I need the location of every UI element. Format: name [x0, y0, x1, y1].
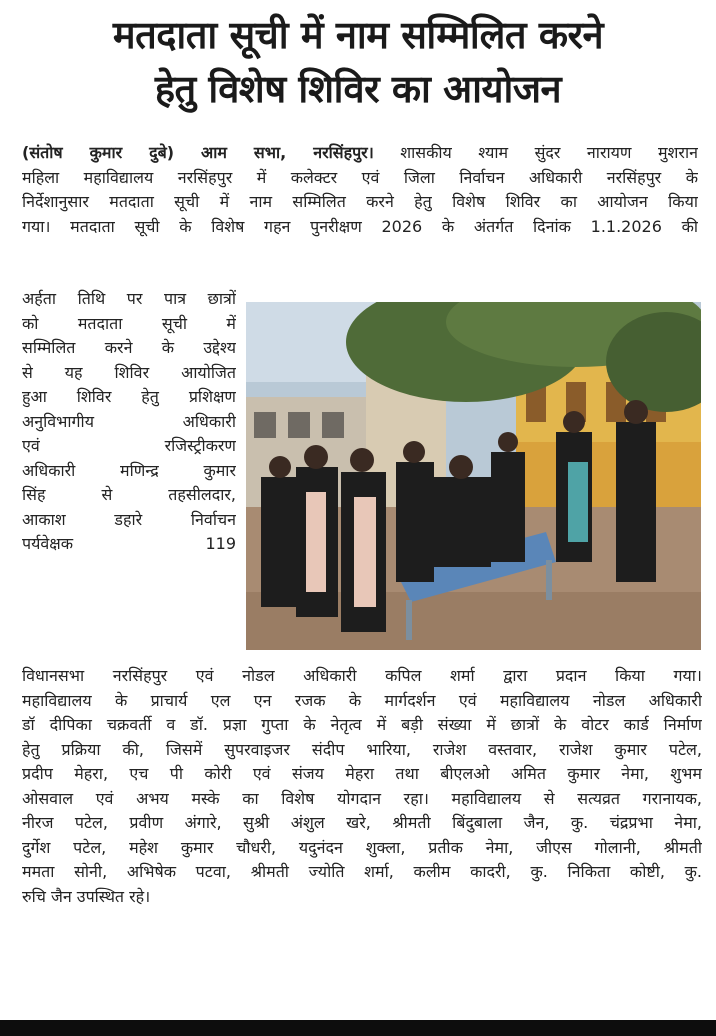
body-line: हेतु प्रक्रिया की, जिसमें सुपरवाइजर संदीप भारिया, राजेश वस्तवार, राजेश कुमार पटेल,: [22, 739, 702, 759]
body-line: ओसवाल एवं अभय मस्के का विशेष योगदान रहा। महाविद्यालय से सत्यव्रत गरानायक,: [22, 788, 702, 808]
body-line: दुर्गेश पटेल, महेश कुमार चौधरी, यदुनंदन शुक्ला, प्रतीक नेमा, जीएस गोलानी, श्रीमती: [22, 837, 702, 857]
wrap-line: पर्यवेक्षक 119: [22, 534, 236, 553]
lead-text: शासकीय श्याम सुंदर नारायण मुशरान: [373, 143, 698, 162]
wrap-line: अनुविभागीय अधिकारी: [22, 411, 236, 431]
body-line: विधानसभा नरसिंहपुर एवं नोडल अधिकारी कपिल शर्मा द्वारा प्रदान किया गया।: [22, 666, 702, 685]
camp-photo: [246, 302, 701, 650]
body-line: रुचि जैन उपस्थित रहे।: [22, 886, 151, 906]
wrap-line: को मतदाता सूची में: [22, 313, 236, 333]
lead-line: निर्देशानुसार मतदाता सूची में नाम सम्मिलित करने हेतु विशेष शिविर का आयोजन किया: [22, 192, 698, 211]
body-line: महाविद्यालय के प्राचार्य एल एन रजक के मार्गदर्शन एवं महाविद्यालय नोडल अधिकारी: [22, 690, 702, 710]
headline-line-1: मतदाता सूची में नाम सम्मिलित करने: [112, 13, 604, 57]
bottom-edge: [0, 1020, 716, 1036]
wrap-line: सिंह से तहसीलदार,: [22, 485, 236, 504]
headline: [10, 8, 706, 116]
lead-line: महिला महाविद्यालय नरसिंहपुर में कलेक्टर एवं जिला निर्वाचन अधिकारी नरसिंहपुर के: [22, 167, 698, 187]
lead-line: [22, 141, 698, 166]
wrapped-paragraph: [22, 287, 236, 557]
wrap-line: से यह शिविर आयोजित: [22, 362, 236, 382]
body-line: ममता सोनी, अभिषेक पटवा, श्रीमती ज्योति शर्मा, कलीम कादरी, कु. निकिता कोष्टी, कु.: [22, 862, 702, 881]
byline: (संतोष कुमार दुबे) आम सभा, नरसिंहपुर।: [22, 143, 374, 162]
closing-paragraph: [22, 664, 702, 909]
body-line: प्रदीप मेहरा, एच पी कोरी एवं संजय मेहरा तथा बीएलओ अमित कुमार नेमा, शुभम: [22, 764, 702, 783]
body-line: डॉ दीपिका चक्रवर्ती व डॉ. प्रज्ञा गुप्ता के नेतृत्व में बड़ी संख्या में छात्रों के वोटर कार्ड निर्माण: [22, 715, 702, 734]
wrap-line: हुआ शिविर हेतु प्रशिक्षण: [22, 387, 236, 406]
wrap-line: सम्मिलित करने के उद्देश्य: [22, 338, 236, 357]
wrap-line: अर्हता तिथि पर पात्र छात्रों: [22, 289, 236, 308]
lead-line: गया। मतदाता सूची के विशेष गहन पुनरीक्षण 2026 के अंतर्गत दिनांक 1.1.2026 की: [22, 216, 698, 236]
body-line: नीरज पटेल, प्रवीण अंगारे, सुश्री अंशुल खरे, श्रीमती बिंदुबाला जैन, कु. चंद्रप्रभा नेमा,: [22, 813, 702, 832]
wrap-line: एवं रजिस्ट्रीकरण: [22, 436, 236, 455]
wrap-line: आकाश डहारे निर्वाचन: [22, 509, 236, 529]
headline-line-2: हेतु विशेष शिविर का आयोजन: [154, 67, 562, 111]
lead-paragraph: [22, 141, 698, 239]
wrap-line: अधिकारी मणिन्द्र कुमार: [22, 460, 236, 480]
